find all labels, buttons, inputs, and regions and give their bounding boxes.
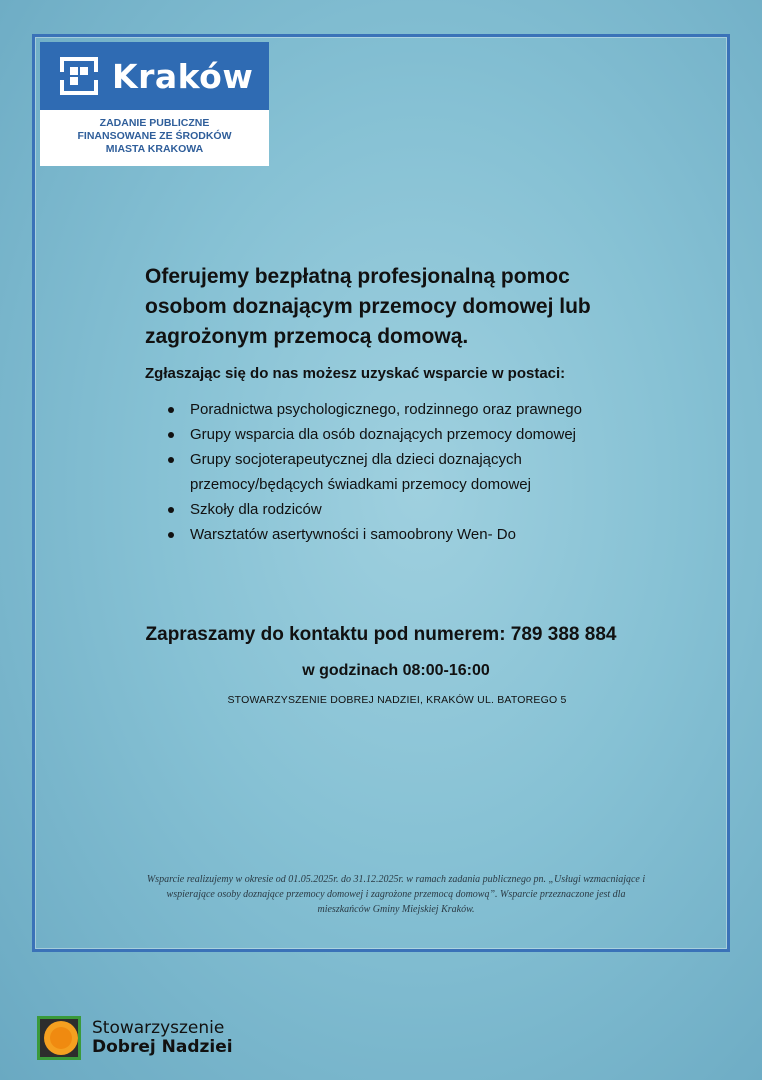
krakow-logo-header bbox=[40, 42, 269, 110]
contact-phone: Zapraszamy do kontaktu pod numerem: 789 388 884 bbox=[145, 624, 617, 645]
list-item: Grupy wsparcia dla osób doznających przemocy domowej bbox=[160, 422, 640, 447]
organization-name-line2: Dobrej Nadziei bbox=[92, 1037, 233, 1057]
support-lead: Zgłaszając się do nas możesz uzyskać wsparcie w postaci: bbox=[145, 365, 566, 382]
organization-name bbox=[92, 1019, 233, 1057]
logo-subtitle-line: ZADANIE PUBLICZNE bbox=[99, 117, 210, 129]
logo-subtitle bbox=[40, 110, 269, 156]
list-item: Warsztatów asertywności i samoobrony Wen- Do bbox=[160, 522, 640, 547]
list-item: Grupy socjoterapeutycznej dla dzieci doznających przemocy/będących świadkami przemocy domowej bbox=[160, 447, 640, 497]
list-item: Poradnictwa psychologicznego, rodzinnego oraz prawnego bbox=[160, 397, 640, 422]
list-item: Szkoły dla rodziców bbox=[160, 497, 640, 522]
organization-name-line1: Stowarzyszenie bbox=[92, 1018, 225, 1038]
krakow-emblem-icon bbox=[60, 57, 98, 95]
orange-sun-logo-icon bbox=[36, 1015, 82, 1061]
logo-subtitle-line: FINANSOWANE ZE ŚRODKÓW bbox=[77, 130, 232, 142]
support-list bbox=[160, 397, 640, 547]
logo-city-name: Kraków bbox=[112, 56, 254, 96]
headline: Oferujemy bezpłatną profesjonalną pomoc osobom doznającym przemocy domowej lub zagrożonym przemocą domową. bbox=[145, 265, 591, 348]
organization-logo bbox=[36, 1015, 233, 1061]
krakow-logo bbox=[40, 42, 269, 166]
contact-address: STOWARZYSZENIE DOBREJ NADZIEI, KRAKÓW UL. BATOREGO 5 bbox=[227, 694, 567, 706]
contact-hours: w godzinach 08:00-16:00 bbox=[302, 662, 490, 679]
logo-subtitle-line: MIASTA KRAKOWA bbox=[105, 143, 204, 155]
funding-footnote: Wsparcie realizujemy w okresie od 01.05.2025r. do 31.12.2025r. w ramach zadania publicznego pn. „Usługi wzmacniające i wspierające osoby doznające przemocy domowej i zagrożone przemocą domową”. Wsparcie przeznaczone jest dla mieszkańców Gminy Miejskiej Kraków. bbox=[146, 874, 646, 915]
